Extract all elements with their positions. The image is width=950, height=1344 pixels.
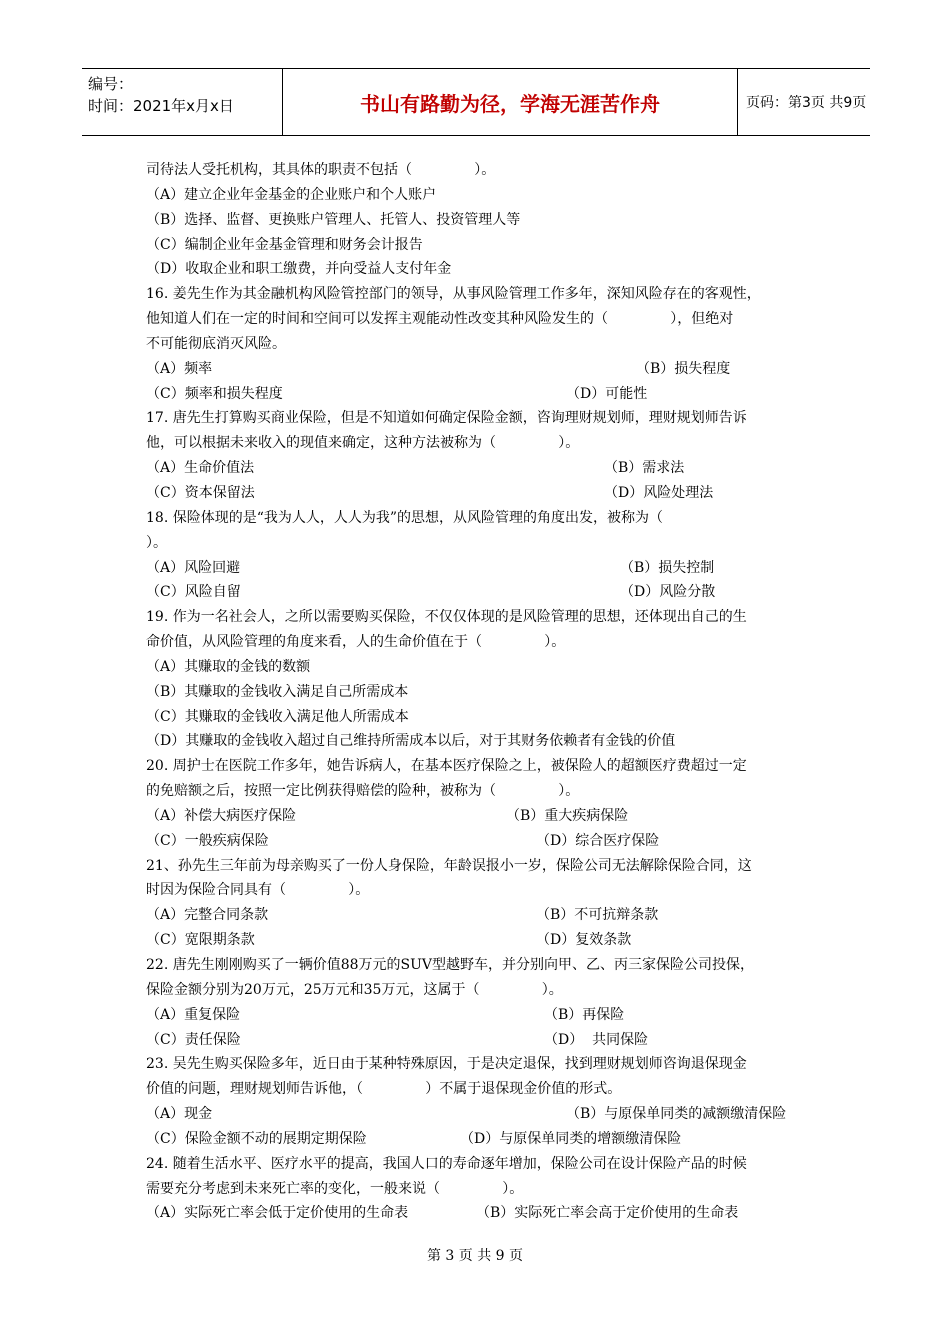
text-line: 他，可以根据未来收入的现值来确定，这种方法被称为（ ）。: [146, 435, 580, 452]
option-a: （A）补偿大病医疗保险: [146, 807, 297, 824]
question-24: 24. 随着生活水平、医疗水平的提高，我国人口的寿命逐年增加，保险公司在设计保险产品的时候: [146, 1155, 747, 1172]
option-line: （C）编制企业年金基金管理和财务会计报告: [146, 236, 423, 253]
option-line: （B）选择、监督、更换账户管理人、托管人、投资管理人等: [146, 211, 521, 228]
option-d: （D）风险处理法: [604, 484, 714, 501]
option-b: （B）不可抗辩条款: [536, 907, 659, 924]
document-body: [146, 158, 814, 1226]
text-line: 司待法人受托机构，其具体的职责不包括（ ）。: [146, 162, 496, 178]
text-line: 不可能彻底消灭风险。: [146, 335, 286, 352]
option-b: （B）需求法: [604, 460, 685, 477]
option-b: （B）实际死亡率会高于定价使用的生命表: [476, 1205, 739, 1222]
page-footer: 第 3 页 共 9 页: [426, 1248, 524, 1264]
option-d: （D）与原保单同类的增额缴清保险: [460, 1130, 682, 1147]
option-line: （D）其赚取的金钱收入超过自己维持所需成本以后，对于其财务依赖者有金钱的价值: [146, 733, 676, 750]
option-line: （D）收取企业和职工缴费，并向受益人支付年金: [146, 261, 452, 278]
text-line: 时因为保险合同具有（ ）。: [146, 882, 370, 899]
option-row: [146, 1003, 814, 1028]
option-row: [146, 357, 814, 382]
date-label: 时间：2021年x月x日: [88, 97, 234, 115]
option-a: （A）重复保险: [146, 1006, 241, 1023]
option-row: [146, 1201, 814, 1226]
option-line: （A）建立企业年金基金的企业账户和个人账户: [146, 186, 437, 203]
text-line: 价值的问题，理财规划师告诉他，（ ）不属于退保现金价值的形式。: [146, 1081, 622, 1098]
text-line: 的免赔额之后，按照一定比例获得赔偿的险种，被称为（ ）。: [146, 783, 580, 800]
option-d: （D）可能性: [566, 385, 648, 402]
text-line: 需要充分考虑到未来死亡率的变化，一般来说（ ）。: [146, 1180, 524, 1197]
question-21: 21、孙先生三年前为母亲购买了一份人身保险，年龄误报小一岁，保险公司无法解除保险合同，这: [146, 857, 752, 874]
option-c: （C）频率和损失程度: [146, 385, 283, 402]
text-line: ）。: [146, 534, 167, 551]
option-row: [146, 456, 814, 481]
code-label: 编号：: [88, 75, 134, 93]
option-c: （C）一般疾病保险: [146, 832, 269, 849]
option-a: （A）完整合同条款: [146, 907, 269, 924]
header-motto: 书山有路勤为径，学海无涯苦作舟: [282, 69, 738, 135]
option-d: （D）综合医疗保险: [536, 832, 660, 849]
question-22: 22. 唐先生刚刚购买了一辆价值88万元的SUV型越野车，并分别向甲、乙、丙三家保险公司投保，: [146, 957, 755, 973]
option-b: （B）再保险: [544, 1006, 625, 1023]
option-line: （B）其赚取的金钱收入满足自己所需成本: [146, 683, 409, 700]
option-b: （B）损失程度: [636, 360, 731, 377]
option-c: （C）资本保留法: [146, 484, 255, 501]
option-row: [146, 1102, 814, 1127]
text-line: 他知道人们在一定的时间和空间可以发挥主观能动性改变其种风险发生的（ ），但绝对: [146, 311, 734, 328]
option-line: （C）其赚取的金钱收入满足他人所需成本: [146, 708, 409, 725]
option-c: （C）风险自留: [146, 584, 241, 601]
option-c: （C）宽限期条款: [146, 932, 255, 949]
option-a: （A）生命价值法: [146, 460, 255, 477]
option-row: [146, 1127, 814, 1152]
option-a: （A）频率: [146, 360, 213, 377]
option-a: （A）现金: [146, 1106, 213, 1123]
option-d: （D）复效条款: [536, 932, 632, 949]
option-row: [146, 580, 814, 605]
option-a: （A）实际死亡率会低于定价使用的生命表: [146, 1205, 409, 1222]
option-row: [146, 829, 814, 854]
option-b: （B）损失控制: [620, 559, 715, 576]
question-17: 17. 唐先生打算购买商业保险，但是不知道如何确定保险金额，咨询理财规划师，理财规划师告诉: [146, 410, 747, 427]
option-line: （A）其赚取的金钱的数额: [146, 658, 311, 675]
page-header: [82, 68, 870, 136]
question-19: 19. 作为一名社会人，之所以需要购买保险，不仅仅体现的是风险管理的思想，还体现出自己的生: [146, 609, 747, 626]
option-row: [146, 481, 814, 506]
option-row: [146, 928, 814, 953]
option-b: （B）与原保单同类的减额缴清保险: [566, 1106, 787, 1123]
option-c: （C）责任保险: [146, 1031, 241, 1048]
question-20: 20. 周护士在医院工作多年，她告诉病人，在基本医疗保险之上，被保险人的超额医疗费超过一定: [146, 758, 747, 775]
option-b: （B）重大疾病保险: [506, 807, 629, 824]
option-a: （A）风险回避: [146, 559, 241, 576]
option-row: [146, 804, 814, 829]
option-row: [146, 903, 814, 928]
option-row: [146, 382, 814, 407]
option-d: （D）风险分散: [620, 584, 716, 601]
option-row: [146, 1028, 814, 1053]
header-page-number: 页码：第3页 共9页: [746, 95, 867, 111]
question-18: 18. 保险体现的是“我为人人，人人为我”的思想，从风险管理的角度出发，被称为（: [146, 509, 664, 526]
option-c: （C）保险金额不动的展期定期保险: [146, 1130, 367, 1147]
question-23: 23. 吴先生购买保险多年，近日由于某种特殊原因，于是决定退保，找到理财规划师咨询退保现金: [146, 1056, 747, 1073]
question-16: 16. 姜先生作为其金融机构风险管控部门的领导，从事风险管理工作多年，深知风险存在的客观性，: [146, 286, 761, 303]
text-line: 保险金额分别为20万元，25万元和35万元，这属于（ ）。: [146, 981, 563, 998]
option-d: （D） 共同保险: [544, 1031, 649, 1048]
text-line: 命价值，从风险管理的角度来看，人的生命价值在于（ ）。: [146, 634, 566, 651]
header-meta: [82, 69, 282, 135]
option-row: [146, 556, 814, 581]
